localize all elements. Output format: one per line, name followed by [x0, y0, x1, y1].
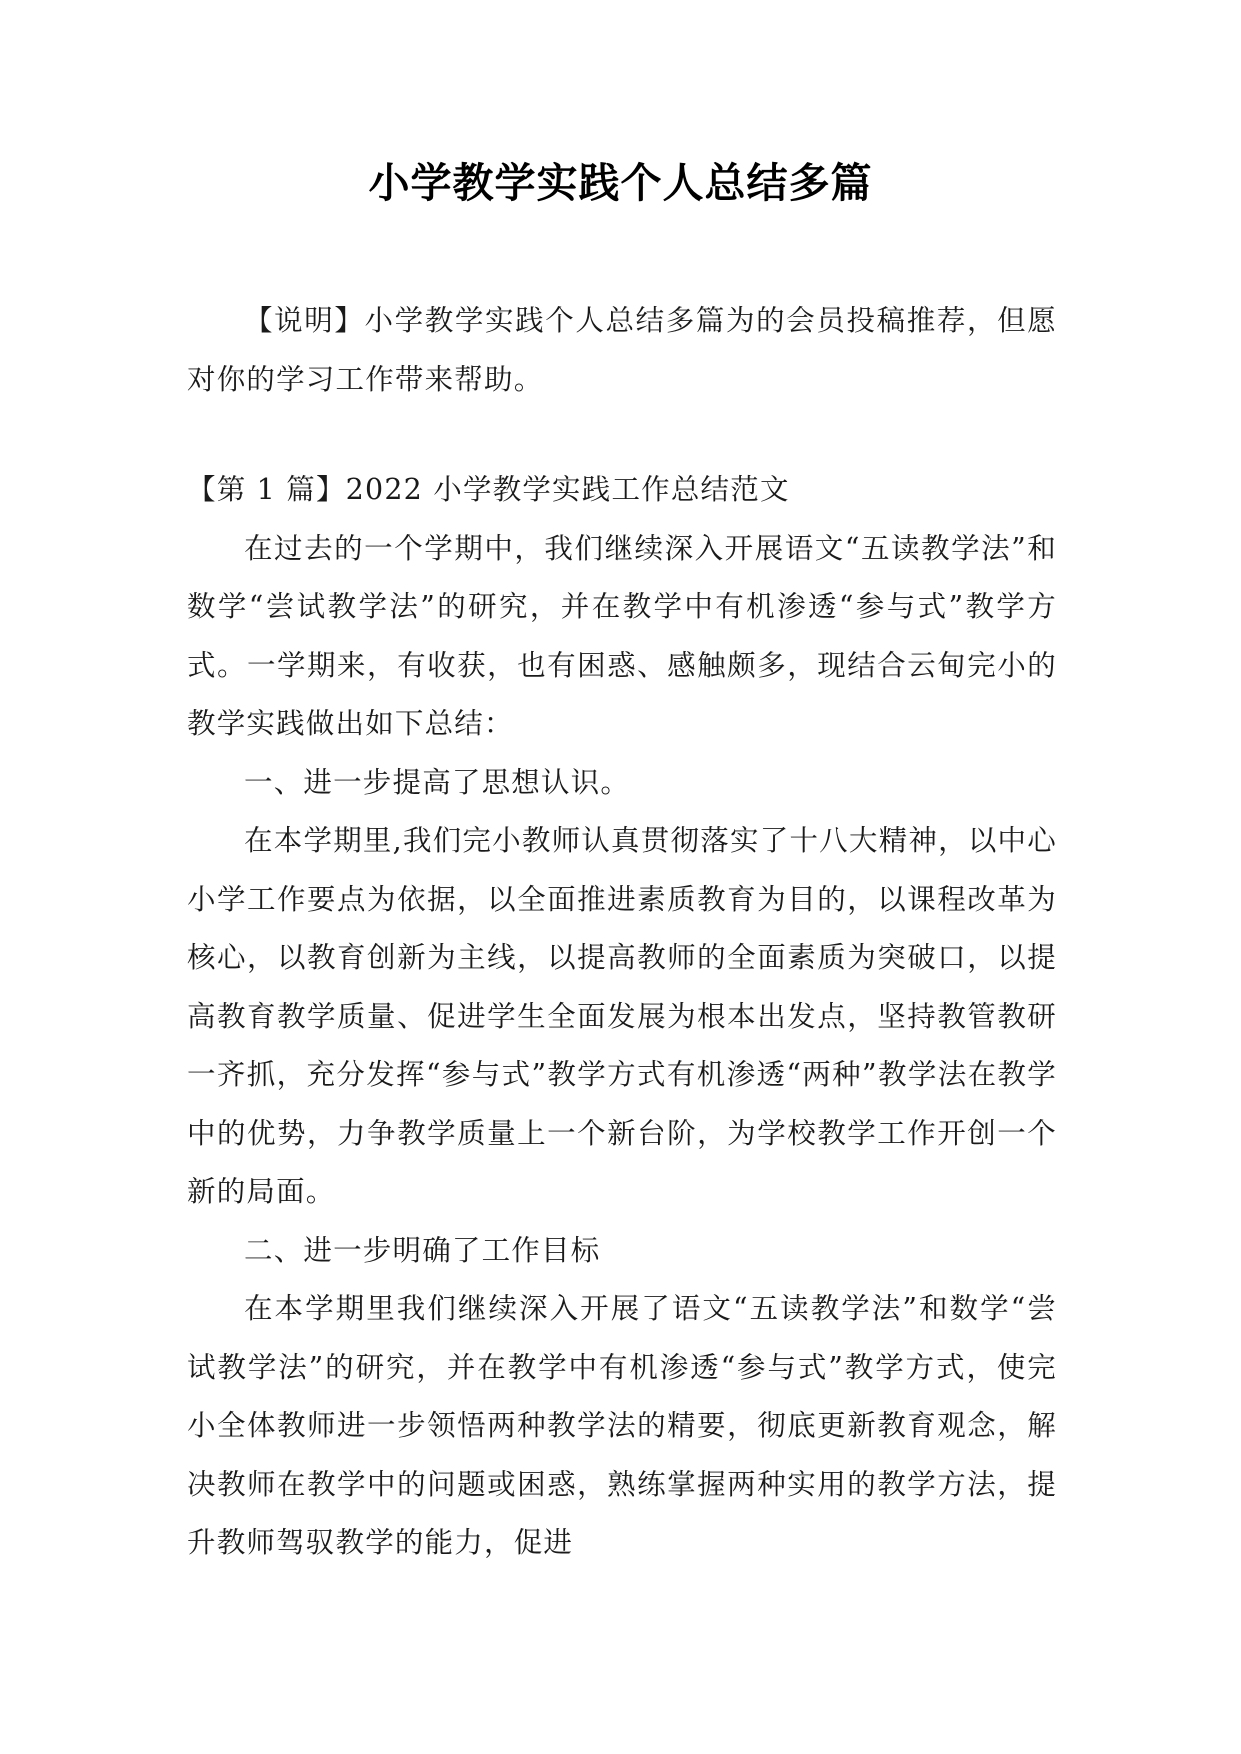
- note-paragraph: 【说明】小学教学实践个人总结多篇为的会员投稿推荐，但愿对你的学习工作带来帮助。: [187, 304, 1057, 396]
- body-paragraph: 在本学期里我们继续深入开展了语文“五读教学法”和数学“尝试教学法”的研究，并在教学中有机渗透“参与式”教学方式，使完小全体教师进一步领悟两种教学法的精要，彻底更新教育观念，解决教师在教学中的问题或困惑，熟练掌握两种实用的教学方法，提升教师驾驭教学的能力，促进: [187, 1292, 1057, 1559]
- document-title: 小学教学实践个人总结多篇: [368, 159, 873, 207]
- document-note: [187, 292, 1057, 409]
- document-body: [187, 461, 1057, 1573]
- body-paragraph: 在过去的一个学期中，我们继续深入开展语文“五读教学法”和数学“尝试教学法”的研究，并在教学中有机渗透“参与式”教学方式。一学期来，有收获，也有困惑、感触颇多，现结合云甸完小的教学实践做出如下总结：: [187, 531, 1057, 740]
- section-heading: 【第 1 篇】2022 小学教学实践工作总结范文: [187, 473, 790, 506]
- body-subheading: 一、进一步提高了思想认识。: [244, 765, 631, 799]
- body-subheading: 二、进一步明确了工作目标: [244, 1233, 601, 1267]
- body-paragraph: 在本学期里,我们完小教师认真贯彻落实了十八大精神，以中心小学工作要点为依据，以全面推进素质教育为目的，以课程改革为核心，以教育创新为主线，以提高教师的全面素质为突破口，以提高教育教学质量、促进学生全面发展为根本出发点，坚持教管教研一齐抓，充分发挥“参与式”教学方式有机渗透“两种”教学法在教学中的优势，力争教学质量上一个新台阶，为学校教学工作开创一个新的局面。: [187, 824, 1057, 1208]
